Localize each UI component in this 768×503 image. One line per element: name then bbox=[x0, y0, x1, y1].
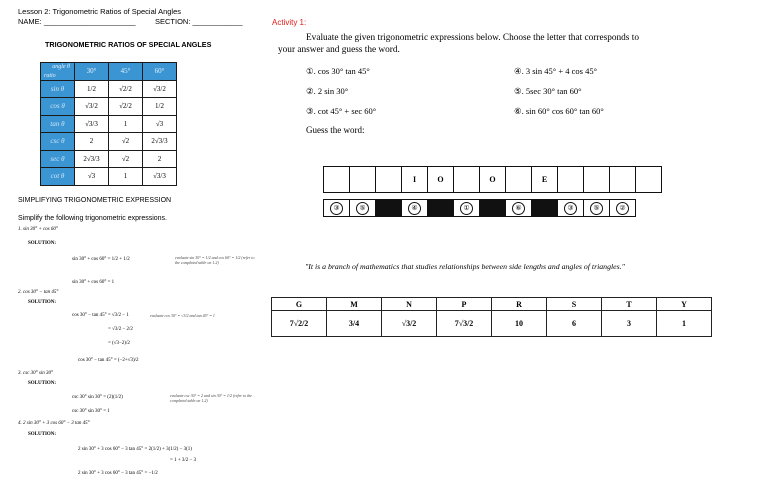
solution-label: SOLUTION: bbox=[28, 241, 57, 246]
problem-2-step: cos 30° − tan 45° = √3/2 − 1 bbox=[72, 313, 129, 318]
problem-4-step: = 1 + 3/2 − 3 bbox=[170, 458, 197, 463]
answer-cell[interactable] bbox=[635, 166, 662, 193]
answer-cell: O bbox=[427, 166, 454, 193]
key-value: 10 bbox=[492, 311, 547, 337]
solution-label: SOLUTION: bbox=[28, 432, 57, 437]
item-3: ③. cot 45° + sec 60° bbox=[306, 106, 377, 116]
col-header: 60° bbox=[143, 63, 177, 81]
problem-1-step: sin 30° + cos 60° = 1/2 + 1/2 bbox=[72, 257, 130, 262]
item-2: ②. 2 sin 30° bbox=[306, 86, 349, 96]
key-letter: N bbox=[382, 298, 437, 311]
quote-hint: "It is a branch of mathematics that studies relationships between side lengths and angles of triangles." bbox=[305, 262, 625, 271]
table-cell: 1 bbox=[109, 168, 143, 186]
answer-cell: E bbox=[531, 166, 558, 193]
row-header: sec θ bbox=[41, 150, 75, 168]
problem-2-note: evaluate cos 30° = √3/2 and tan 45° = 1 bbox=[150, 313, 215, 318]
problem-4-step: 2 sin 30° + 3 cos 60° − 3 tan 45° = −1/2 bbox=[78, 471, 158, 476]
blank-cell bbox=[479, 199, 506, 217]
lesson-title: Lesson 2: Trigonometric Ratios of Special Angles bbox=[18, 7, 182, 16]
table-cell: √3 bbox=[143, 115, 177, 133]
table-cell: 2√3/3 bbox=[75, 150, 109, 168]
key-letter: S bbox=[547, 298, 602, 311]
key-value: √3/2 bbox=[382, 311, 437, 337]
table-cell: √3/2 bbox=[143, 80, 177, 98]
clue-cell: ③ bbox=[323, 199, 350, 217]
table-cell: √3/3 bbox=[143, 168, 177, 186]
answer-cell[interactable] bbox=[609, 166, 636, 193]
answer-cell[interactable] bbox=[323, 166, 350, 193]
problem-2-step: cos 30° − tan 45° = (−2+√3)/2 bbox=[78, 358, 139, 363]
table-cell: 2 bbox=[143, 150, 177, 168]
letter-key-table bbox=[271, 297, 712, 337]
row-header: tan θ bbox=[41, 115, 75, 133]
problem-3-step: csc 30° sin 30° = (2)(1/2) bbox=[72, 395, 123, 400]
key-letter: P bbox=[437, 298, 492, 311]
answer-cell[interactable] bbox=[349, 166, 376, 193]
clue-cell: ④ bbox=[401, 199, 428, 217]
blank-cell bbox=[427, 199, 454, 217]
solution-label: SOLUTION: bbox=[28, 381, 57, 386]
problem-4-step: 2 sin 30° + 3 cos 60° − 3 tan 45° = 2(1/2) + 3(1/2) − 3(1) bbox=[78, 447, 192, 452]
table-cell: √3 bbox=[75, 168, 109, 186]
key-value: 3/4 bbox=[327, 311, 382, 337]
guess-label: Guess the word: bbox=[306, 125, 365, 135]
item-6: ⑥. sin 60° cos 60° tan 60° bbox=[514, 106, 604, 116]
row-header: sin θ bbox=[41, 80, 75, 98]
clue-cell: ② bbox=[609, 199, 636, 217]
table-cell: √2 bbox=[109, 150, 143, 168]
answer-letter-row bbox=[323, 166, 661, 193]
answer-cell[interactable] bbox=[453, 166, 480, 193]
table-cell: √2/2 bbox=[109, 80, 143, 98]
problem-1-note: evaluate sin 30° = 1/2 and cos 60° = 1/2 (refer to the completed table on 1.2) bbox=[175, 255, 255, 265]
name-field-label: NAME: ______________________ bbox=[18, 17, 136, 26]
table-cell: √3/3 bbox=[75, 115, 109, 133]
table-cell: 2 bbox=[75, 133, 109, 151]
table-cell: √3/2 bbox=[75, 98, 109, 116]
clue-cell: ⑤ bbox=[349, 199, 376, 217]
table-cell: 1/2 bbox=[75, 80, 109, 98]
activity-instructions-2: your answer and guess the word. bbox=[278, 45, 400, 55]
problem-3-question: 3. csc 30° sin 30° bbox=[18, 371, 53, 376]
blank-cell bbox=[375, 199, 402, 217]
section-field-label: SECTION: ____________ bbox=[155, 17, 243, 26]
key-letter: R bbox=[492, 298, 547, 311]
key-value: 7√2/2 bbox=[272, 311, 327, 337]
answer-cell[interactable] bbox=[557, 166, 584, 193]
key-value: 1 bbox=[657, 311, 712, 337]
problem-3-step: csc 30° sin 30° = 1 bbox=[72, 409, 110, 414]
item-5: ⑤. 5sec 30° tan 60° bbox=[514, 86, 582, 96]
solution-label: SOLUTION: bbox=[28, 300, 57, 305]
clue-cell: ③ bbox=[557, 199, 584, 217]
problem-3-note: evaluate csc 30° = 2 and sin 30° = 1/2 (refer to the completed table on 1.2) bbox=[170, 393, 252, 403]
table-cell: 1 bbox=[109, 115, 143, 133]
simplify-title: SIMPLIFYING TRIGONOMETRIC EXPRESSION bbox=[18, 197, 172, 204]
answer-cell: I bbox=[401, 166, 428, 193]
problem-1-step: sin 30° + cos 60° = 1 bbox=[72, 280, 115, 285]
answer-cell[interactable] bbox=[583, 166, 610, 193]
key-letter: G bbox=[272, 298, 327, 311]
key-letter: T bbox=[602, 298, 657, 311]
blank-cell bbox=[531, 199, 558, 217]
answer-cell[interactable] bbox=[505, 166, 532, 193]
answer-cell[interactable] bbox=[375, 166, 402, 193]
table-cell: 1/2 bbox=[143, 98, 177, 116]
table-corner-cell: angle θ ratio bbox=[41, 63, 75, 81]
row-header: cot θ bbox=[41, 168, 75, 186]
answer-cell: O bbox=[479, 166, 506, 193]
problem-1-question: 1. sin 30° + cos 60° bbox=[18, 227, 58, 232]
activity-label: Activity 1: bbox=[272, 18, 307, 27]
row-header: csc θ bbox=[41, 133, 75, 151]
key-value: 3 bbox=[602, 311, 657, 337]
problem-2-question: 2. cos 30° − tan 45° bbox=[18, 290, 59, 295]
clue-cell: ⑥ bbox=[505, 199, 532, 217]
clue-cell: ① bbox=[453, 199, 480, 217]
key-value: 6 bbox=[547, 311, 602, 337]
key-letter: M bbox=[327, 298, 382, 311]
row-header: cos θ bbox=[41, 98, 75, 116]
item-1: ①. cos 30° tan 45° bbox=[306, 66, 370, 76]
simplify-instructions: Simplify the following trigonometric expressions. bbox=[18, 215, 168, 222]
table-cell: √2/2 bbox=[109, 98, 143, 116]
problem-2-step: = (√3−2)/2 bbox=[108, 341, 130, 346]
trig-ratio-table bbox=[40, 62, 177, 186]
problem-2-step: = √3/2 − 2/2 bbox=[108, 327, 133, 332]
table-cell: 2√3/3 bbox=[143, 133, 177, 151]
table-title: TRIGONOMETRIC RATIOS OF SPECIAL ANGLES bbox=[45, 40, 212, 49]
key-letter: Y bbox=[657, 298, 712, 311]
table-cell: √2 bbox=[109, 133, 143, 151]
key-value: 7√3/2 bbox=[437, 311, 492, 337]
clue-cell: ⑤ bbox=[583, 199, 610, 217]
problem-4-question: 4. 2 sin 30° + 3 cos 60° − 3 tan 45° bbox=[18, 421, 90, 426]
activity-instructions: Evaluate the given trigonometric expressions below. Choose the letter that corresponds to bbox=[306, 33, 639, 43]
item-4: ④. 3 sin 45° + 4 cos 45° bbox=[514, 66, 597, 76]
col-header: 45° bbox=[109, 63, 143, 81]
clue-number-row bbox=[323, 199, 635, 217]
col-header: 30° bbox=[75, 63, 109, 81]
